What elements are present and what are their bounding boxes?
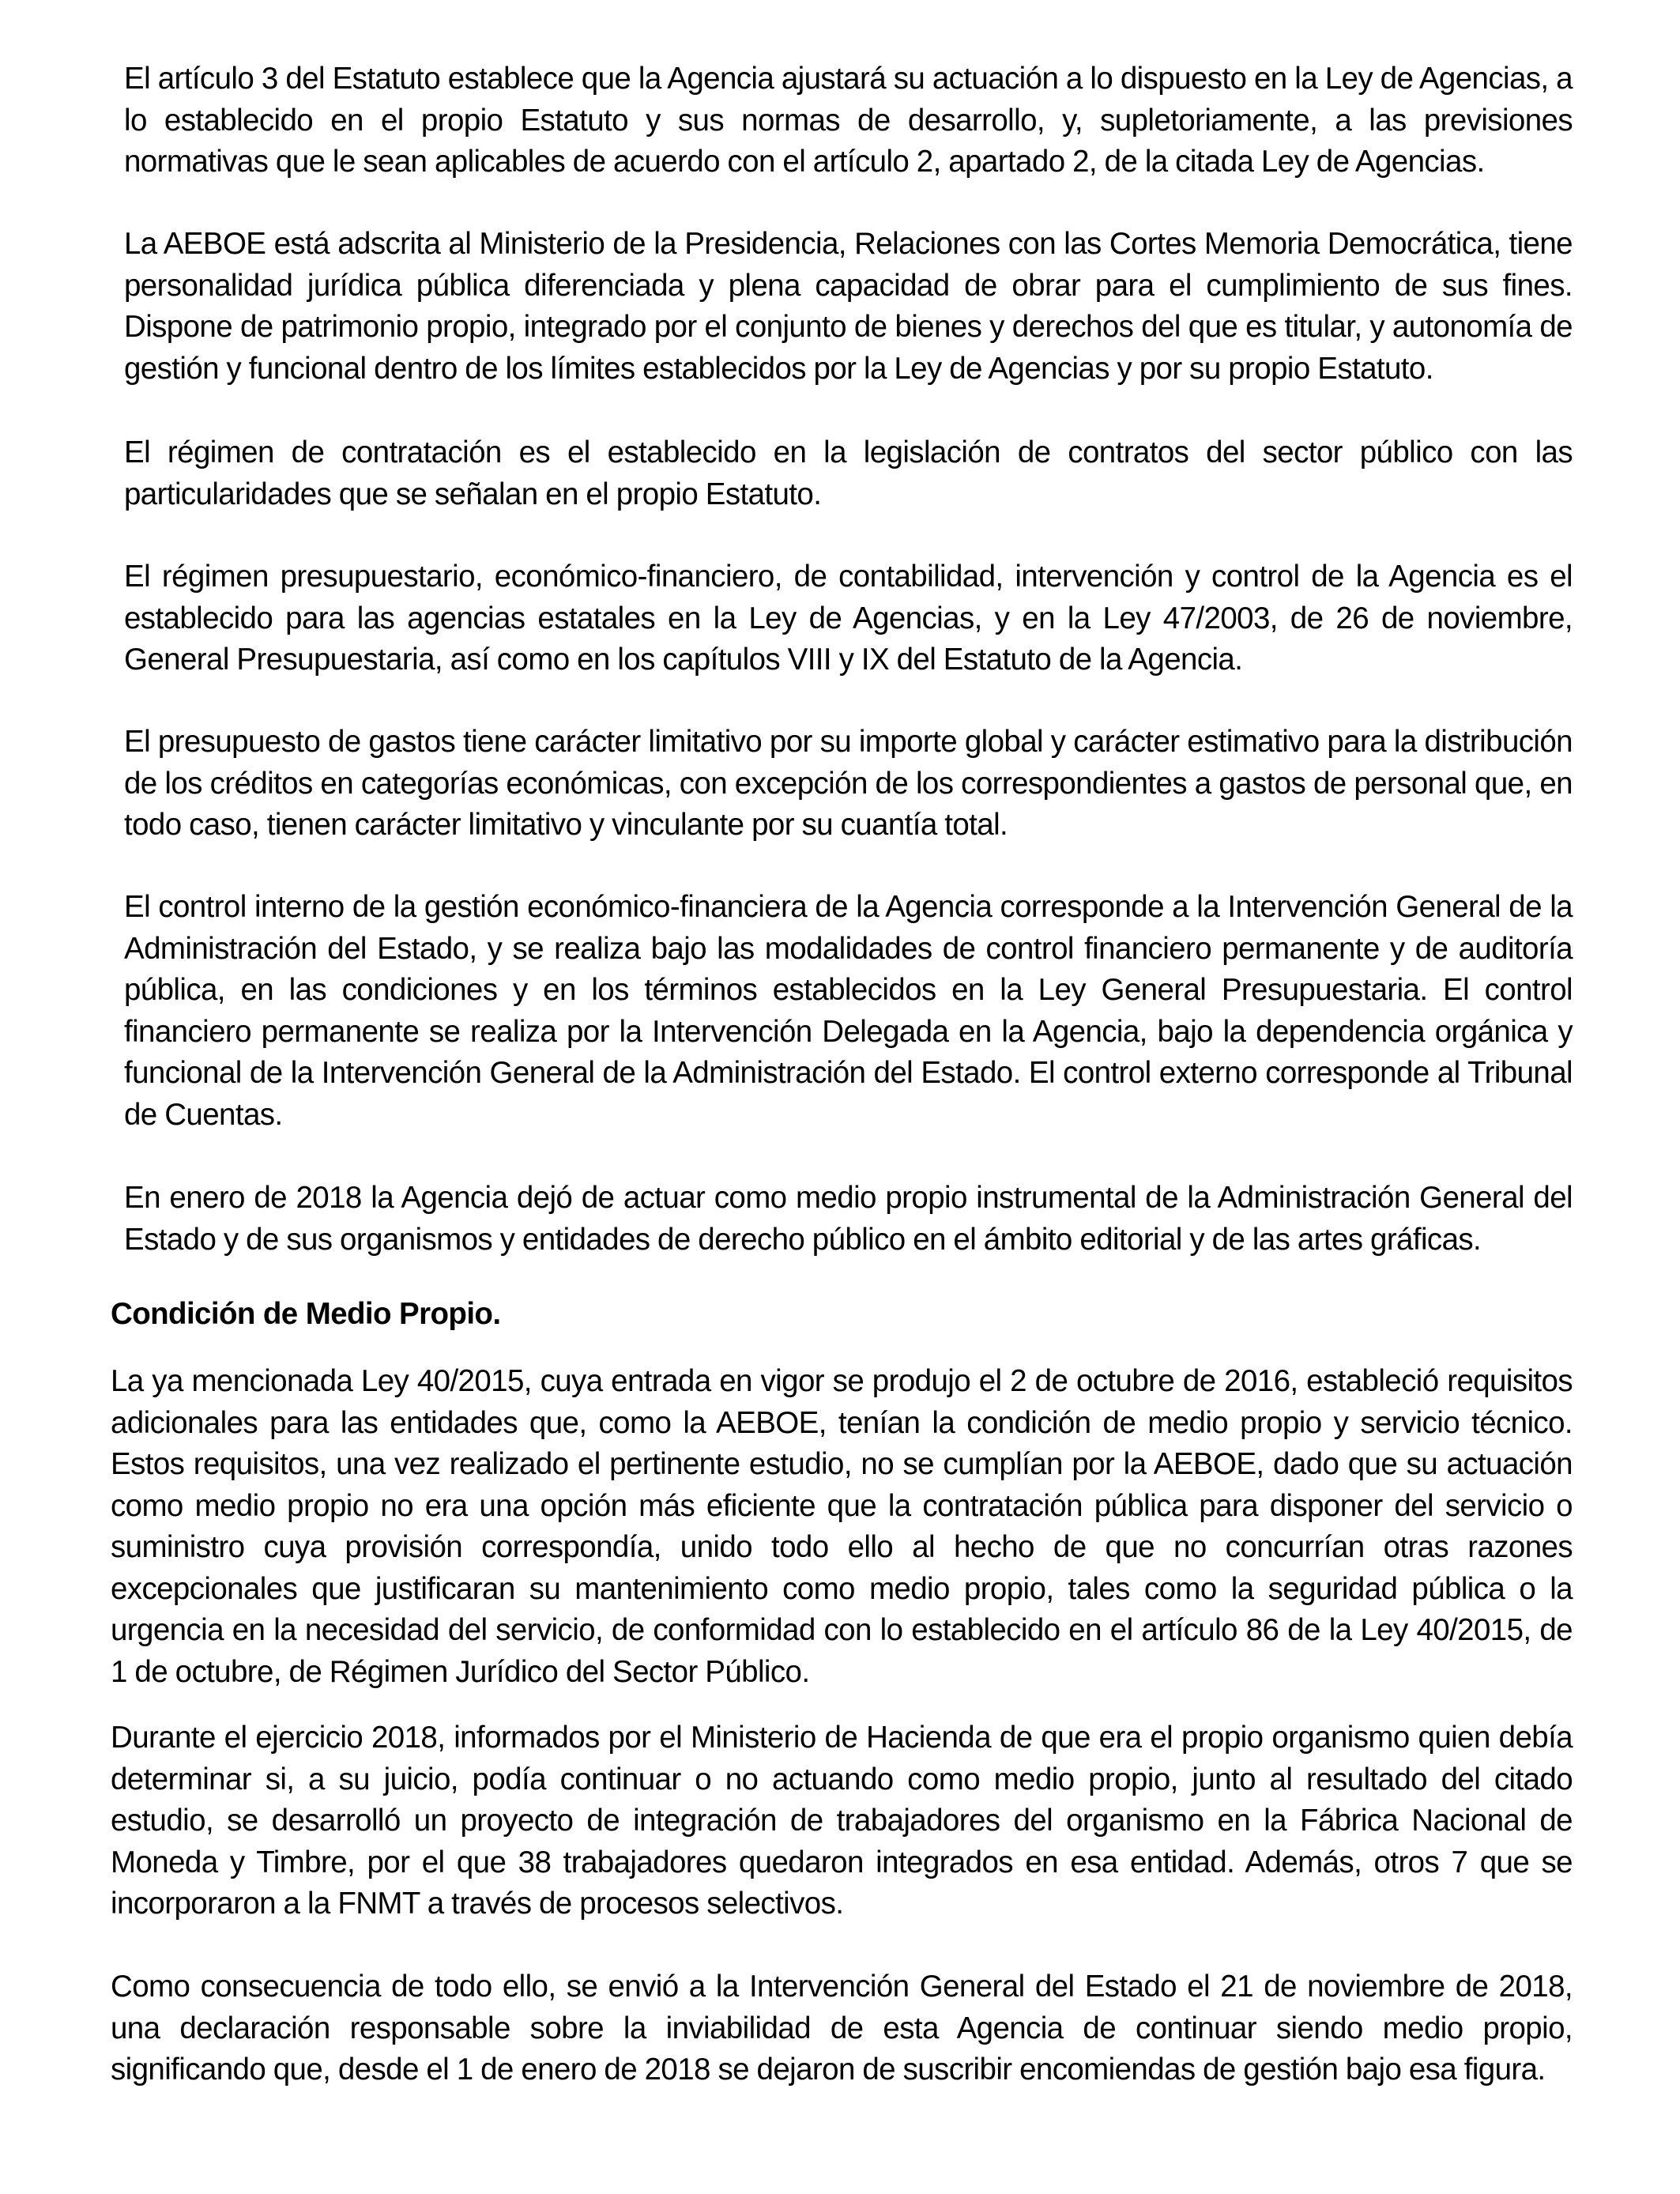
paragraph-ley-40-2015: La ya mencionada Ley 40/2015, cuya entrada en vigor se produjo el 2 de octubre de 2016, estableció requisitos adicionales para las entidades que, como la AEBOE, tenían la condición de medio propio y servicio técnico. Estos requisitos, una vez realizado el pertinente estudio, no se cumplían por la AEBOE, dado que su actuación como medio propio no era una opción más eficiente que la contratación pública para disponer del servicio o suministro cuya provisión correspondía, unido todo ello al hecho de que no concurrían otras razones excepcionales que justificaran su mantenimiento como medio propio, tales como la seguridad pública o la urgencia en la necesidad del servicio, de conformidad con lo establecido en el artículo 86 de la Ley 40/2015, de 1 de octubre, de Régimen Jurídico del Sector Público. <box>111 1364 1573 1689</box>
paragraph-regimen-contratacion: El régimen de contratación es el establecido en la legislación de contratos del sector público con las particularidades que se señalan en el propio Estatuto. <box>124 435 1573 511</box>
paragraph-regimen-presupuestario: El régimen presupuestario, económico-financiero, de contabilidad, intervención y control de la Agencia es el establecido para las agencias estatales en la Ley de Agencias, y en la Ley 47/2003, de 26 de noviembre, General Presupuestaria, así como en los capítulos VIII y IX del Estatuto de la Agencia. <box>124 560 1573 677</box>
section-heading-medio-propio: Condición de Medio Propio. <box>111 1297 501 1331</box>
paragraph-estatuto-articulo-3: El artículo 3 del Estatuto establece que la Agencia ajustará su actuación a lo dispuesto en la Ley de Agencias, a lo establecido en el propio Estatuto y sus normas de desarrollo, y, supletoriamente, a las previsiones normativas que le sean aplicables de acuerdo con el artículo 2, apartado 2, de la citada Ley de Agencias. <box>124 62 1573 179</box>
paragraph-control-interno: El control interno de la gestión económico-financiera de la Agencia corresponde a la Intervención General de la Administración del Estado, y se realiza bajo las modalidades de control financiero permanente y de auditoría pública, en las condiciones y en los términos establecidos en la Ley General Presupuestaria. El control financiero permanente se realiza por la Intervención Delegada en la Agencia, bajo la dependencia orgánica y funcional de la Intervención General de la Administración del Estado. El control externo corresponde al Tribunal de Cuentas. <box>124 890 1573 1132</box>
paragraph-adscripcion-aeboe: La AEBOE está adscrita al Ministerio de la Presidencia, Relaciones con las Cortes Memoria Democrática, tiene personalidad jurídica pública diferenciada y plena capacidad de obrar para el cumplimiento de sus fines. Dispone de patrimonio propio, integrado por el conjunto de bienes y derechos del que es titular, y autonomía de gestión y funcional dentro de los límites establecidos por la Ley de Agencias y por su propio Estatuto. <box>124 227 1573 386</box>
paragraph-ejercicio-2018: Durante el ejercicio 2018, informados por el Ministerio de Hacienda de que era el propio organismo quien debía determinar si, a su juicio, podía continuar o no actuando como medio propio, junto al resultado del citado estudio, se desarrolló un proyecto de integración de trabajadores del organismo en la Fábrica Nacional de Moneda y Timbre, por el que 38 trabajadores quedaron integrados en esa entidad. Además, otros 7 que se incorporaron a la FNMT a través de procesos selectivos. <box>111 1721 1573 1921</box>
paragraph-enero-2018: En enero de 2018 la Agencia dejó de actuar como medio propio instrumental de la Administración General del Estado y de sus organismos y entidades de derecho público en el ámbito editorial y de las artes gráficas. <box>124 1181 1573 1257</box>
paragraph-presupuesto-gastos: El presupuesto de gastos tiene carácter limitativo por su importe global y carácter estimativo para la distribución de los créditos en categorías económicas, con excepción de los correspondientes a gastos de personal que, en todo caso, tienen carácter limitativo y vinculante por su cuantía total. <box>124 725 1573 842</box>
paragraph-consecuencia: Como consecuencia de todo ello, se envió a la Intervención General del Estado el 21 de noviembre de 2018, una declaración responsable sobre la inviabilidad de esta Agencia de continuar siendo medio propio, significando que, desde el 1 de enero de 2018 se dejaron de suscribir encomiendas de gestión bajo esa figura. <box>111 1970 1573 2087</box>
